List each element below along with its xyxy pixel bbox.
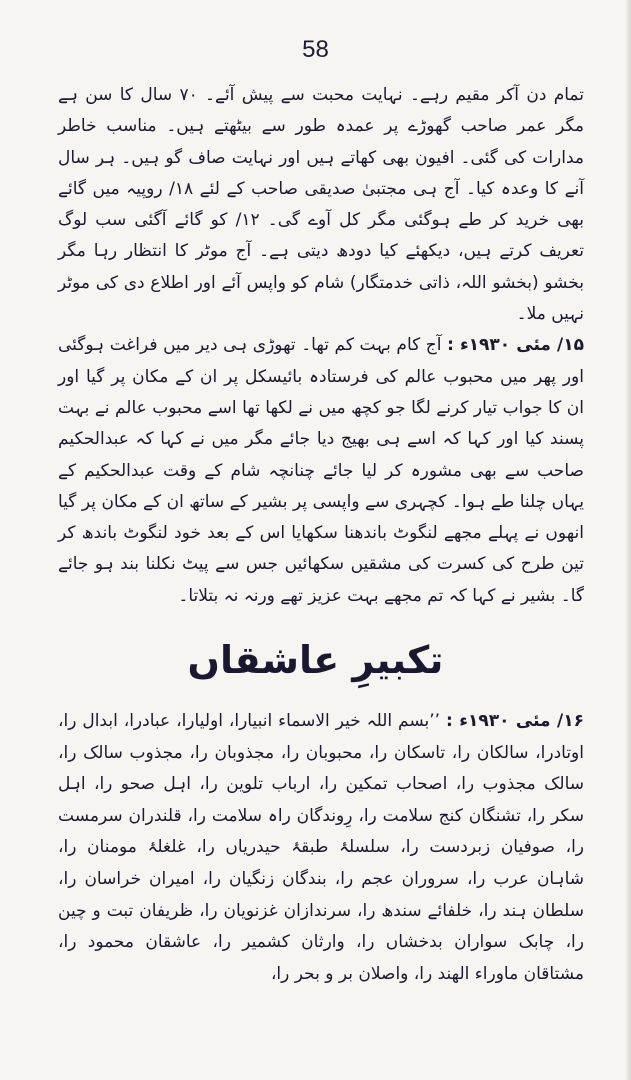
entry-text: ’’بسم اللہ خیر الاسماء انبیارا، اولیارا، عبادرا، ابدال را، اوتادرا، سالکان را، تاسکان را، محبوبان را، مجذوبان را، مجذوب سالک را، سالک مجذوب را، اصحاب تمکین را، ارباب تلوین را، اہل صحو را، اہل سکر را، تشنگان کنج سلامت را، رِوندگان راہ سلامت را، قلندران سرمست را، صوفیان زبردست را، سلسلۂ طبقۂ حیدریاں را، غلغلۂ مومنان را، شاہان عرب را، سروران عجم را، بندگان زنگیان را، امیران خراسان را، سلطان ہند را، خلفائے سندھ را، سرندازان غزنویان را، ظریفان تبت و چین را، چابک سواران بدخشاں را، وارثان کشمیر را، عاشقان محمود را، مشتاقان ماوراء الھند را، واصلان بر و بحر را، [58, 711, 584, 984]
diary-body [58, 80, 584, 612]
page-number: 58 [302, 36, 329, 63]
entry-date: ۱۵/ مئی ۱۹۳۰ء : [447, 335, 584, 356]
page-edge-shadow [625, 0, 631, 1080]
entry-text: تمام دن آکر مقیم رہے۔ نہایت محبت سے پیش آئے۔ ۷۰ سال کا سن ہے مگر عمر صاحب گھوڑے پر عمدہ طور سے بیٹھتے ہیں۔ مناسب خاطر مدارات کی گئی۔ افیون بھی کھاتے ہیں اور نہایت صاف گو ہیں۔ ہر سال آنے کا وعدہ کیا۔ آج ہی مجتبیٰ صدیقی صاحب کے لئے ۱۸/ روپیہ میں گائے بھی خرید کر طے ہوگئی مگر کل آوے گی۔ ۱۲/ کو گائے آگئی سب لوگ تعریف کرتے ہیں، دیکھئے کیا دودھ دیتی ہے۔ آج موٹر کا انتظار رہا مگر بخشو (بخشو اللہ، ذاتی خدمتگار) شام کو واپس آئے اور اطلاع دی کی موٹر نہیں ملا۔ [58, 85, 584, 325]
diary-entry [58, 706, 584, 990]
diary-entry [58, 330, 584, 612]
section-body [58, 706, 584, 990]
section-heading: تکبیرِ عاشقاں [187, 638, 444, 682]
entry-date: ۱۶/ مئی ۱۹۳۰ء : [446, 711, 584, 731]
entry-text: آج کام بہت کم تھا۔ تھوڑی ہی دیر میں فراغت ہوگئی اور پھر میں محبوب عالم کی فرستادہ بائیسکل پر ان کے مکان پر گیا اور ان کا جواب تیار کرنے لگا جو کچھ میں نے لکھا تھا اسے محبوب عالم نے بہت پسند کیا اور کہا کہ اسے ہی بھیج دیا جائے مگر میں نے کہا کہ عبدالحکیم صاحب سے بھی مشورہ کر لیا جائے چنانچہ شام کے وقت عبدالحکیم کے یہاں چلنا طے ہوا۔ کچہری سے واپسی پر بشیر کے ساتھ ان کے مکان پر گیا انھوں نے پہلے مجھے لنگوٹ باندھنا سکھایا اس کے بعد خود لنگوٹ باندھ کر تین طرح کی کسرت کی مشقیں سکھائیں جس سے پیٹ نکلنا بند ہو جائے گا۔ بشیر نے کہا کہ تم مجھے بہت عزیز تھے ورنہ نہ بتلاتا۔ [58, 335, 584, 606]
diary-entry-continued [58, 80, 584, 330]
